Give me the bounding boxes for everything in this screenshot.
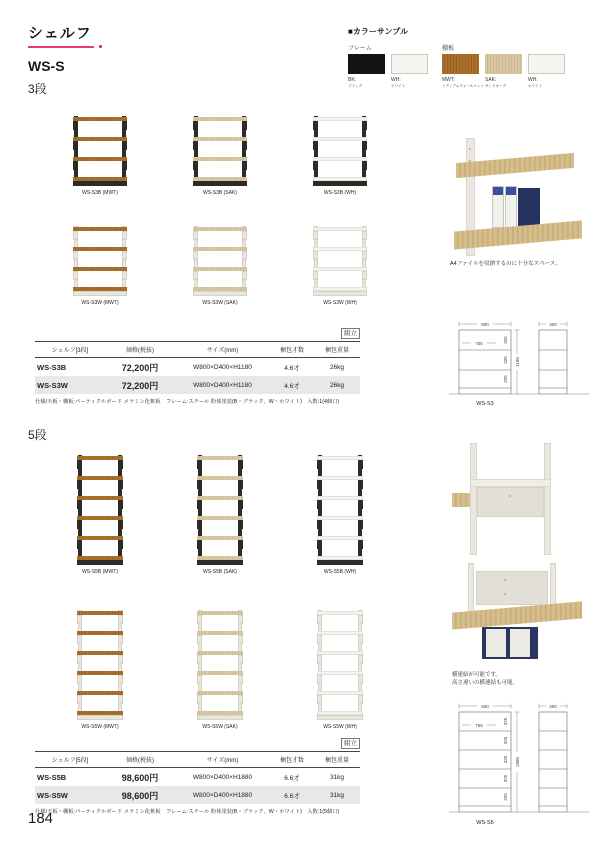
swatch-mwt-color [442,54,479,74]
frame-group-label: フレーム [348,46,372,52]
swatch-mwt [442,54,485,91]
spec-table-3dan [35,341,360,394]
svg-text:325: 325 [503,736,508,745]
swatch-frame-wh [391,54,428,91]
product-cell [160,226,280,306]
product-figure [77,455,123,565]
swatch-frame-wh-code: WH: [391,77,401,83]
product-figure [313,226,367,296]
product-caption: WS-S3W (WH) [323,300,357,306]
shelf-color-group [442,43,565,91]
drawer-front [486,629,506,657]
shelf-post [468,563,474,615]
product-figure [317,455,363,565]
swatch-bk [348,54,385,91]
shelf-post [550,563,556,609]
svg-text:400: 400 [549,322,557,327]
svg-text:325: 325 [503,375,508,383]
svg-text:325: 325 [503,755,508,764]
frame-color-group [348,43,428,91]
product-cell [280,226,400,306]
table-row: WS-S3B 72,200円 W800×D400×H1180 4.6才 26kg [37,362,345,373]
shelf-post [544,443,551,555]
swatch-mwt-name: ミディアムウォールナット [442,84,485,89]
page-header [28,22,94,48]
shelf-post [470,443,477,555]
drawer-front [510,629,530,657]
col-model: シェルフ[5段] [35,752,105,768]
swatch-sak-name: サンドオーク [485,84,507,89]
svg-text:800: 800 [481,322,489,327]
product-caption: WS-S5W (WH) [323,724,357,730]
table-row: WS-S5B 98,600円 W800×D400×H1880 6.6才 31kg [37,772,345,783]
product-caption: WS-S5W (SAK) [202,724,238,730]
col-price: 価格(税抜) [105,752,175,768]
product-figure [73,116,127,186]
product-caption: WS-S3B (MWT) [82,190,118,196]
shelf-beam [470,479,551,487]
product-caption: WS-S5B (WH) [323,569,357,575]
svg-text:WS-S5: WS-S5 [476,820,494,826]
shelf-group-label: 棚板 [442,46,455,52]
navy-cabinet [482,627,538,659]
side-panel [477,487,544,517]
product-caption: WS-S5W (MWT) [81,724,119,730]
spec-header-row [35,342,360,358]
product-figure [73,226,127,296]
svg-text:325: 325 [503,356,508,364]
product-grid-3dan-black [40,116,400,196]
swatch-frame-wh-color [391,54,428,74]
swatch-frame-wh-name: ホワイト [391,84,406,89]
product-caption: WS-S3B (WH) [323,190,357,196]
svg-text:755: 755 [475,723,483,728]
spec-footnote-3dan: 仕様/天板・棚板:パーティクルボード メラミン化粧板 フレーム:スチール 粉体塗装(B・ブラック、W・ホワイト) 入数:1(4個口) [35,399,340,405]
svg-text:WS-S3: WS-S3 [476,401,494,407]
swatch-shelf-wh-color [528,54,565,74]
swatch-sak-color [485,54,522,74]
svg-text:755: 755 [475,341,483,346]
swatch-shelf-wh-name: ホワイト [528,84,543,89]
swatch-shelf-wh-code: WH: [528,77,538,83]
col-model: シェルフ[3段] [35,342,105,358]
product-grid-5dan-white [40,610,400,730]
col-size: サイズ(mm) [175,752,270,768]
swatch-sak-code: SAK: [485,77,497,83]
col-weight: 梱包重量 [314,342,360,358]
product-cell [280,610,400,730]
swatch-mwt-code: MWT: [442,77,455,83]
product-caption: WS-S3W (MWT) [81,300,119,306]
color-sample-block [348,26,565,91]
photo-a4-caption: A4ファイルを収納するのに十分なスペース。 [450,261,562,267]
spec-footnote-5dan: 仕様/天板・棚板:パーティクルボード メラミン化粧板 フレーム:スチール 粉体塗装(B・ブラック、W・ホワイト) 入数:1(5個口) [35,809,340,815]
product-grid-5dan-black [40,455,400,575]
product-figure [77,610,123,720]
dimension-diagram-5dan [443,700,595,832]
col-volume: 梱包才数 [270,752,314,768]
svg-text:325: 325 [503,717,508,726]
table-row: WS-S5W 98,600円 W800×D400×H1880 6.6才 31kg [35,786,360,804]
assembly-badge-5dan: 組立 [341,738,360,749]
series-title: WS-S [28,58,65,74]
spec-table-5dan [35,751,360,804]
product-cell [40,610,160,730]
spec-table-5dan-block [35,738,360,815]
product-cell [40,455,160,575]
assembly-badge-3dan: 組立 [341,328,360,339]
product-caption: WS-S5B (SAK) [203,569,237,575]
svg-text:325: 325 [503,336,508,344]
photo-connection-caption [452,671,518,688]
navy-binder [518,188,540,228]
product-figure [193,116,247,186]
table-row: WS-S3W 72,200円 W800×D400×H1180 4.6才 26kg [35,376,360,394]
swatch-bk-name: ブラック [348,84,363,89]
col-volume: 梱包才数 [270,342,314,358]
page-title: シェルフ [28,25,92,42]
product-grid-3dan-white [40,226,400,306]
swatch-bk-code: BK: [348,77,357,83]
caption-line2: 高さ違いの横連結も可能。 [452,680,519,687]
product-cell [160,610,280,730]
col-price: 価格(税抜) [105,342,175,358]
caption-line1: 横連結が可能です。 [452,672,502,678]
svg-text:800: 800 [481,704,489,709]
svg-text:325: 325 [503,793,508,801]
connection-panel [476,571,548,605]
shelf-board-edge [452,493,470,507]
col-size: サイズ(mm) [175,342,270,358]
product-cell [160,455,280,575]
product-cell [280,116,400,196]
section-title-5dan: 5段 [28,428,47,442]
title-underline [28,46,94,48]
product-cell [280,455,400,575]
product-cell [40,226,160,306]
col-weight: 梱包重量 [314,752,360,768]
white-binder [505,186,517,228]
product-cell [160,116,280,196]
page-number: 184 [28,810,54,827]
product-cell [40,116,160,196]
swatch-bk-color [348,54,385,74]
product-caption: WS-S5B (MWT) [82,569,118,575]
white-binder [492,186,504,228]
photo-connection [452,563,582,667]
dimension-diagram-3dan [443,316,595,410]
svg-text:1180: 1180 [515,357,520,367]
product-figure [317,610,363,720]
product-figure [313,116,367,186]
color-sample-title: ■カラーサンプル [348,27,409,36]
product-caption: WS-S3B (SAK) [203,190,237,196]
section-title-3dan: 3段 [28,82,47,96]
product-figure [197,610,243,720]
swatch-sak [485,54,522,91]
svg-text:325: 325 [503,774,508,783]
svg-text:1880: 1880 [515,756,520,768]
product-figure [197,455,243,565]
product-caption: WS-S3W (SAK) [202,300,238,306]
spec-table-3dan-block [35,328,360,405]
photo-a4-files [450,138,582,256]
product-figure [193,226,247,296]
svg-text:400: 400 [549,704,557,709]
swatch-shelf-wh [528,54,565,91]
spec-header-row [35,752,360,768]
photo-frame-detail [452,443,582,555]
